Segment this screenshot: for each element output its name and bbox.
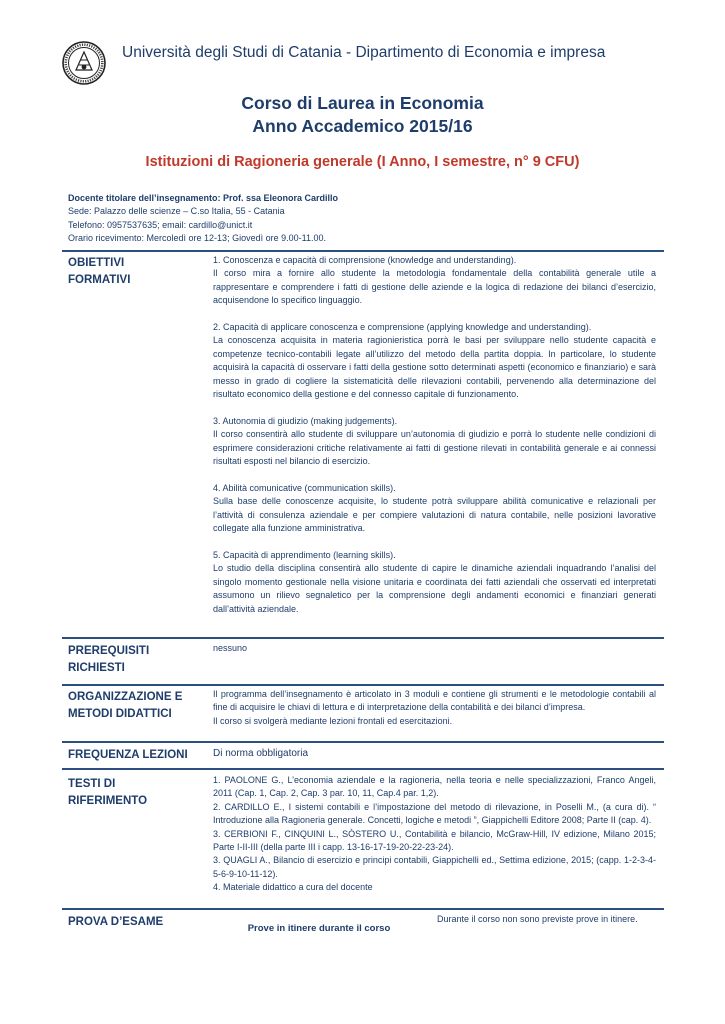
references-label-line1: TESTI DI: [68, 778, 116, 790]
references-label: [68, 776, 208, 810]
organization-text-2: Il corso si svolgerà mediante lezioni frontali ed esercitazioni.: [213, 715, 453, 726]
objective-5: [213, 549, 656, 616]
exam-label: PROVA D’ESAME: [68, 916, 164, 928]
reference-5: 4. Materiale didattico a cura del docente: [213, 882, 373, 893]
organization-text-1: Il programma dell’insegnamento è articolato in 3 moduli e contiene gli strumenti e le metodologie contabili al fine di acquisire le chiavi di lettura e di interpretazione della contabilità e dei bilanci d’impresa.: [213, 689, 656, 713]
course-title: [0, 92, 725, 138]
organization-content: [213, 688, 656, 728]
reference-1: 1. PAOLONE G., L’economia aziendale e la ragioneria, nella teoria e nelle specializzazioni, Franco Angeli, 2011 (Cap. 1, Cap. 2, Cap. 3 par. 10, 11, Cap.4 par. 1,2).: [213, 775, 656, 799]
objectives-label-line1: OBIETTIVI: [68, 257, 125, 269]
organization-label-line1: ORGANIZZAZIONE E: [68, 691, 183, 703]
objective-4: [213, 482, 656, 536]
objective-3-title: 3. Autonomia di giudizio (making judgements).: [213, 415, 398, 426]
frequency-label: FREQUENZA LEZIONI: [68, 749, 188, 761]
objectives-label: [68, 255, 208, 289]
teacher-seat: Sede: Palazzo delle scienze – C.so Italia, 55 - Catania: [68, 206, 285, 217]
teacher-info: [68, 192, 338, 245]
divider-prereq: [62, 637, 664, 639]
divider-organization: [62, 684, 664, 686]
teacher-contacts: Telefono: 0957537635; email: cardillo@unict.it: [68, 219, 253, 230]
objectives-label-line2: FORMATIVI: [68, 274, 131, 286]
exam-note: Durante il corso non sono previste prove in itinere.: [437, 914, 638, 924]
frequency-content: Di norma obbligatoria: [213, 748, 309, 759]
divider-exam: [62, 908, 664, 910]
university-department-header: Università degli Studi di Catania - Dipartimento di Economia e impresa: [122, 44, 606, 61]
teacher-name: Docente titolare dell’insegnamento: Prof. ssa Eleonora Cardillo: [68, 193, 339, 203]
divider-objectives: [62, 250, 664, 252]
university-seal-logo: [62, 41, 106, 85]
teacher-office-hours: Orario ricevimento: Mercoledì ore 12-13; Giovedì ore 9.00-11.00.: [68, 232, 326, 243]
objective-1-body: Il corso mira a fornire allo studente la metodologia fondamentale della contabilità generale utile a rappresentare e comprendere i fatti di gestione delle aziende e la logica di redazione dei bilanci d’esercizio, acquisendone lo specifico linguaggio.: [213, 268, 656, 306]
prereq-label: [68, 643, 208, 677]
academic-year: Anno Accademico 2015/16: [252, 116, 473, 136]
objective-3-body: Il corso consentirà allo studente di sviluppare un’autonomia di giudizio e porrà lo studente nelle condizioni di esprimere considerazioni critiche relativamente ai fatti di gestione rilevati in contabilità generale e ai connessi risultati esposti nel bilancio di esercizio.: [213, 429, 656, 467]
references-label-line2: RIFERIMENTO: [68, 795, 148, 807]
reference-3: 3. CERBIONI F., CINQUINI L., SÒSTERO U., Contabilità e bilancio, McGraw-Hill, IV edizione, Milano 2015; Parte I-II-III (della parte III i capp. 13-16-17-19-20-22-23-24).: [213, 828, 656, 853]
objective-3: [213, 415, 656, 469]
organization-label-line2: METODI DIDATTICI: [68, 708, 172, 720]
prereq-label-line2: RICHIESTI: [68, 662, 125, 674]
references-content: [213, 774, 656, 895]
objective-1-title: 1. Conoscenza e capacità di comprensione (knowledge and understanding).: [213, 255, 517, 265]
objective-5-title: 5. Capacità di apprendimento (learning skills).: [213, 549, 396, 560]
reference-4: 3. QUAGLI A., Bilancio di esercizio e principi contabili, Giappichelli ed., Settima edizione, 2015; (capp. 1-2-3-4-5-6-9-10-11-12).: [213, 855, 656, 879]
objective-1: [213, 254, 656, 308]
prereq-label-line1: PREREQUISITI: [68, 645, 150, 657]
subject-title: Istituzioni di Ragioneria generale (I Anno, I semestre, n° 9 CFU): [145, 154, 580, 170]
prereq-content: nessuno: [213, 643, 248, 653]
reference-2: 2. CARDILLO E., I sistemi contabili e l’impostazione del metodo di rilevazione, in Poselli M., (a cura di). “ Introduzione alla Ragioneria generale. Concetti, logiche e metodi ”, Giappichelli Editore 2008; Parte II (cap. 4).: [213, 801, 656, 826]
course-name: Corso di Laurea in Economia: [241, 93, 484, 113]
divider-references: [62, 768, 664, 770]
organization-label: [68, 689, 208, 723]
objective-2-title: 2. Capacità di applicare conoscenza e comprensione (applying knowledge and understanding).: [213, 322, 592, 333]
objective-2-body: La conoscenza acquisita in materia ragionieristica porrà le basi per sviluppare nello studente capacità e competenze tecnico-contabili legate all’utilizzo del metodo della partita doppia. In particolare, lo studente acquisirà la capacità di osservare i fatti della gestione sotto determinati aspetti (economico e finanziario) e sarà messo in grado di cogliere la sistematicità delle rilevazioni contabili, pervenendo alla determinazione del risultato economico della gestione e del connesso capitale di funzionamento.: [213, 335, 656, 400]
objective-2: [213, 321, 656, 401]
objectives-content: [213, 254, 656, 616]
objective-4-title: 4. Abilità comunicative (communication skills).: [213, 482, 396, 493]
divider-frequency: [62, 741, 664, 743]
objective-4-body: Sulla base delle conoscenze acquisite, lo studente potrà sviluppare abilità comunicative e relazionali per l’attività di consulenza aziendale e per compiere valutazioni di natura contabile, nelle posizioni lavorative collegate alla funzione amministrativa.: [213, 496, 656, 534]
exam-in-itinere: Prove in itinere durante il corso: [247, 923, 391, 934]
objective-5-body: Lo studio della disciplina consentirà allo studente di capire le dinamiche aziendali inquadrando l’analisi del singolo momento gestionale nella visione unitaria e coordinata dei fatti aziendali che osservati ed interpretati assumono un rilievo segnaletico per la comprensione degli andamenti economici e finanziari generati dall’attività aziendale.: [213, 563, 656, 614]
